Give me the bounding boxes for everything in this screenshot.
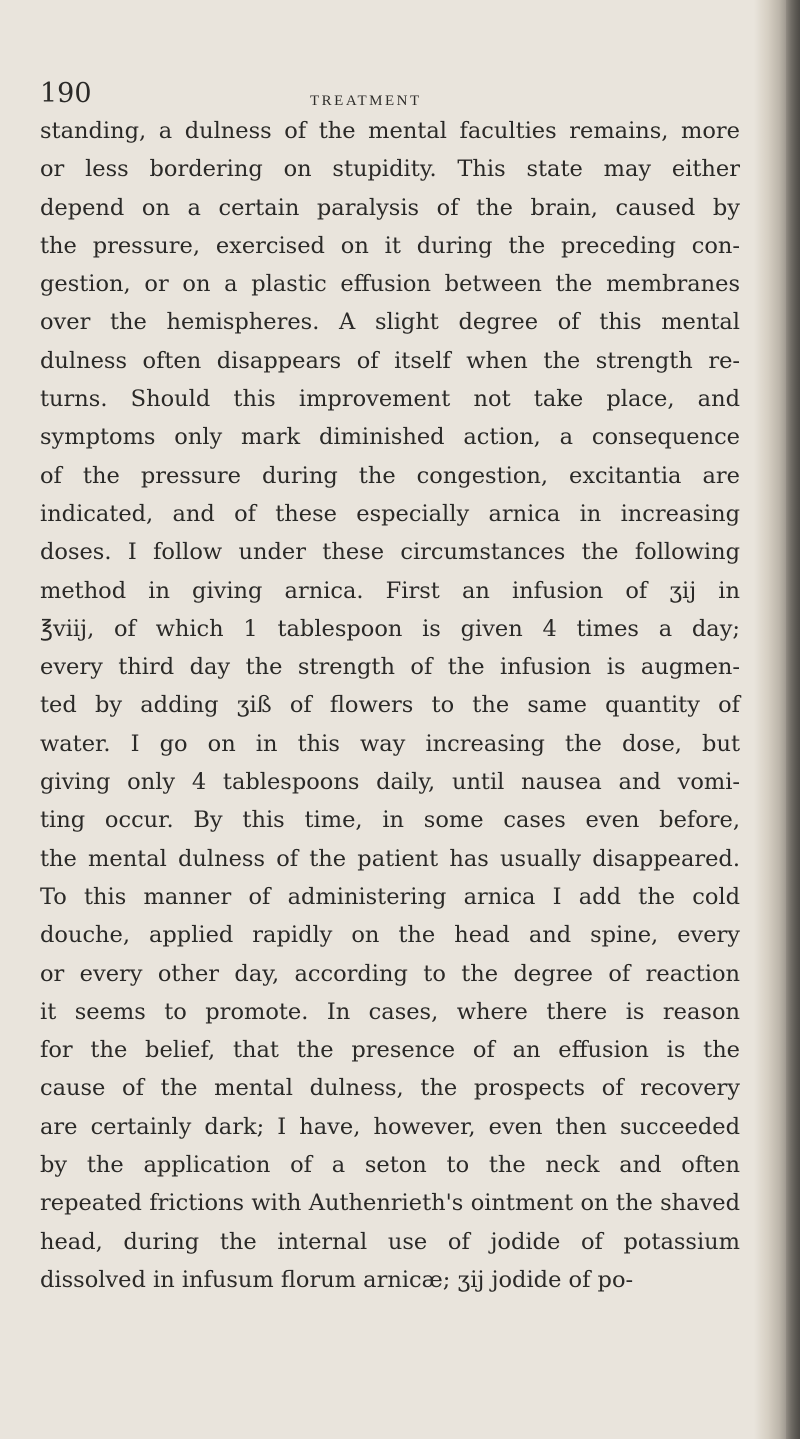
text-line: every third day the strength of the infusion is augmen- [40, 654, 740, 681]
text-line: douche, applied rapidly on the head and spine, every [40, 922, 740, 949]
text-line: or every other day, according to the degree of reaction [40, 960, 740, 987]
body-text [40, 112, 740, 1299]
text-line: method in giving arnica. First an infusion of ʒij in [40, 577, 740, 604]
text-line: of the pressure during the congestion, excitantia are [40, 462, 740, 489]
text-line: turns. Should this improvement not take place, and [40, 386, 740, 413]
running-head: TREATMENT [310, 93, 422, 109]
text-line: are certainly dark; I have, however, even then succeeded [40, 1113, 740, 1140]
text-line: the pressure, exercised on it during the preceding con- [40, 232, 740, 259]
text-line: depend on a certain paralysis of the brain, caused by [40, 194, 740, 221]
text-line: head, during the internal use of jodide of potassium [40, 1228, 740, 1255]
text-line: or less bordering on stupidity. This state may either [40, 156, 740, 183]
text-line: over the hemispheres. A slight degree of this mental [40, 309, 740, 336]
text-line: repeated frictions with Authenrieth's ointment on the shaved [40, 1190, 740, 1217]
text-line: dulness often disappears of itself when the strength re- [40, 347, 740, 374]
text-line: gestion, or on a plastic effusion between the membranes [40, 271, 740, 298]
text-line: it seems to promote. In cases, where there is reason [40, 998, 740, 1025]
text-line: for the belief, that the presence of an effusion is the [40, 1037, 740, 1064]
page-edge-shadow [786, 0, 800, 1439]
text-line: doses. I follow under these circumstances the following [40, 539, 740, 566]
text-line: ℥viij, of which 1 tablespoon is given 4 times a day; [40, 615, 740, 642]
text-line: cause of the mental dulness, the prospects of recovery [40, 1075, 740, 1102]
text-line: indicated, and of these especially arnica in increasing [40, 500, 740, 527]
text-line: ting occur. By this time, in some cases even before, [40, 807, 740, 834]
text-line: To this manner of administering arnica I add the cold [40, 883, 740, 910]
text-line: symptoms only mark diminished action, a consequence [40, 424, 740, 451]
page-number: 190 [40, 78, 92, 109]
text-line: giving only 4 tablespoons daily, until nausea and vomi- [40, 769, 740, 796]
text-line: ted by adding ʒiß of flowers to the same quantity of [40, 692, 740, 719]
text-line: standing, a dulness of the mental faculties remains, more [40, 118, 740, 144]
text-line: the mental dulness of the patient has usually disappeared. [40, 845, 740, 872]
text-line: dissolved in infusum florum arnicæ; ʒij jodide of po- [40, 1266, 634, 1293]
text-line: water. I go on in this way increasing the dose, but [40, 730, 740, 757]
text-line: by the application of a seton to the neck and often [40, 1152, 740, 1179]
